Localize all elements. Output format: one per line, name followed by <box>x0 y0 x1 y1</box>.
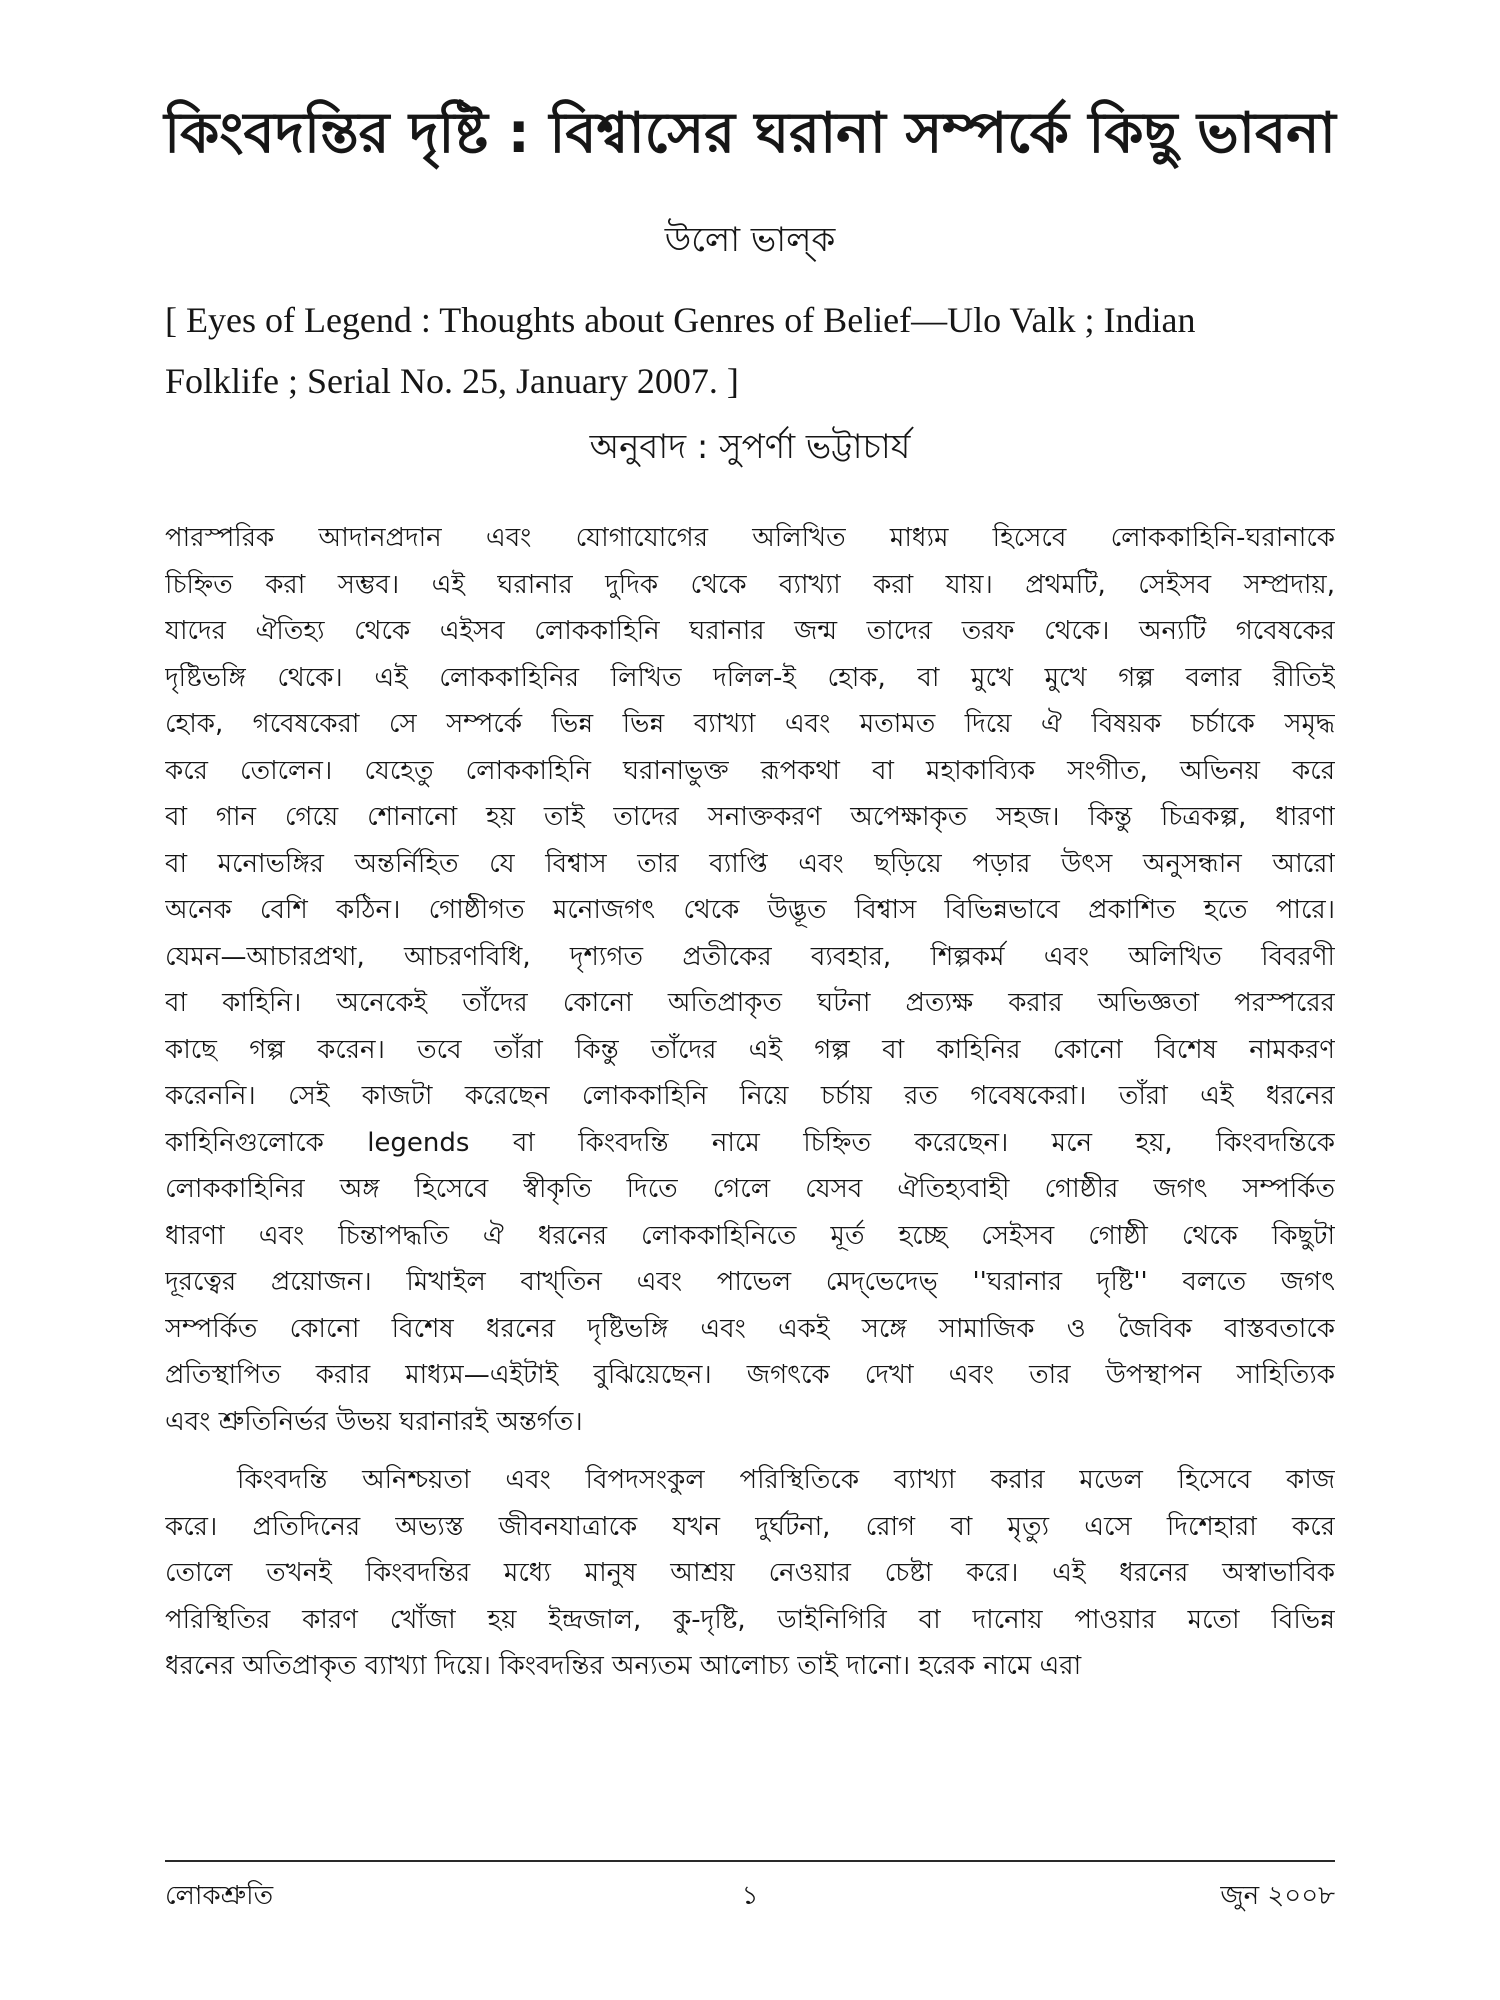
text-line: দৃষ্টিভঙ্গি থেকে। এই লোককাহিনির লিখিত দলিল-ই হোক, বা মুখে মুখে গল্প বলার রীতিই <box>165 662 1335 693</box>
citation-line: [ Eyes of Legend : Thoughts about Genres of Belief—Ulo Valk ; Indian <box>165 300 1196 340</box>
text-line: সম্পর্কিত কোনো বিশেষ ধরনের দৃষ্টিভঙ্গি এবং একই সঙ্গে সামাজিক ও জৈবিক বাস্তবতাকে <box>165 1313 1335 1344</box>
english-citation <box>165 290 1335 412</box>
text-line: তোলে তখনই কিংবদন্তির মধ্যে মানুষ আশ্রয় নেওয়ার চেষ্টা করে। এই ধরনের অস্বাভাবিক <box>165 1558 1335 1588</box>
text-line: কাছে গল্প করেন। তবে তাঁরা কিন্তু তাঁদের এই গল্প বা কাহিনির কোনো বিশেষ নামকরণ <box>165 1034 1335 1065</box>
footer-journal-name: লোকশ্রুতি <box>165 1881 274 1911</box>
text-line: বা মনোভঙ্গির অন্তর্নিহিত যে বিশ্বাস তার ব্যাপ্তি এবং ছড়িয়ে পড়ার উৎস অনুসন্ধান আরো <box>165 848 1335 879</box>
text-line: যাদের ঐতিহ্য থেকে এইসব লোককাহিনি ঘরানার জন্ম তাদের তরফ থেকে। অন্যটি গবেষকের <box>165 616 1335 646</box>
translator-credit: অনুবাদ : সুপর্ণা ভট্টাচার্য <box>589 427 911 467</box>
text-line: এবং শ্রুতিনির্ভর উভয় ঘরানারই অন্তর্গত। <box>165 1406 583 1437</box>
article-body <box>165 515 1335 1690</box>
footer-date: জুন ২০০৮ <box>1220 1881 1335 1911</box>
text-line: ধরনের অতিপ্রাকৃত ব্যাখ্যা দিয়ে। কিংবদন্তির অন্যতম আলোচ্য তাই দানো। হরেক নামে এরা <box>165 1651 1082 1681</box>
text-line: পারস্পরিক আদানপ্রদান এবং যোগাযোগের অলিখিত মাধ্যম হিসেবে লোককাহিনি-ঘরানাকে <box>165 523 1335 553</box>
text-line: করেননি। সেই কাজটা করেছেন লোককাহিনি নিয়ে চর্চায় রত গবেষকেরা। তাঁরা এই ধরনের <box>165 1081 1335 1111</box>
text-line: লোককাহিনির অঙ্গ হিসেবে স্বীকৃতি দিতে গেলে যেসব ঐতিহ্যবাহী গোষ্ঠীর জগৎ সম্পর্কিত <box>165 1174 1335 1204</box>
text-line: কিংবদন্তি অনিশ্চয়তা এবং বিপদসংকুল পরিস্থিতিকে ব্যাখ্যা করার মডেল হিসেবে কাজ <box>237 1465 1335 1495</box>
footer-page-number: ১ <box>741 1881 759 1911</box>
footer-divider <box>165 1860 1335 1862</box>
text-line: করে। প্রতিদিনের অভ্যস্ত জীবনযাত্রাকে যখন দুর্ঘটনা, রোগ বা মৃত্যু এসে দিশেহারা করে <box>165 1511 1335 1542</box>
text-line: পরিস্থিতির কারণ খোঁজা হয় ইন্দ্রজাল, কু-দৃষ্টি, ডাইনিগিরি বা দানোয় পাওয়ার মতো বিভিন্ন <box>165 1604 1335 1635</box>
paragraph-2 <box>165 1457 1335 1690</box>
text-line: চিহ্নিত করা সম্ভব। এই ঘরানার দুদিক থেকে ব্যাখ্যা করা যায়। প্রথমটি, সেইসব সম্প্রদায়, <box>165 569 1335 600</box>
paragraph-1 <box>165 515 1335 1445</box>
text-line: করে তোলেন। যেহেতু লোককাহিনি ঘরানাভুক্ত রূপকথা বা মহাকাব্যিক সংগীত, অভিনয় করে <box>165 755 1335 786</box>
page-footer <box>165 1876 1335 1916</box>
text-line: প্রতিস্থাপিত করার মাধ্যম—এইটাই বুঝিয়েছেন। জগৎকে দেখা এবং তার উপস্থাপন সাহিত্যিক <box>165 1360 1335 1390</box>
article-title: কিংবদন্তির দৃষ্টি : বিশ্বাসের ঘরানা সম্পর্কে কিছু ভাবনা <box>164 101 1336 166</box>
text-line: হোক, গবেষকেরা সে সম্পর্কে ভিন্ন ভিন্ন ব্যাখ্যা এবং মতামত দিয়ে ঐ বিষয়ক চর্চাকে সমৃদ্ধ <box>165 709 1335 739</box>
article-author: উলো ভাল্‌ক <box>664 220 836 260</box>
text-line: বা গান গেয়ে শোনানো হয় তাই তাদের সনাক্তকরণ অপেক্ষাকৃত সহজ। কিন্তু চিত্রকল্প, ধারণা <box>165 802 1335 832</box>
text-line: বা কাহিনি। অনেকেই তাঁদের কোনো অতিপ্রাকৃত ঘটনা প্রত্যক্ষ করার অভিজ্ঞতা পরস্পরের <box>165 988 1335 1018</box>
text-line: ধারণা এবং চিন্তাপদ্ধতি ঐ ধরনের লোককাহিনিতে মূর্ত হচ্ছে সেইসব গোষ্ঠী থেকে কিছুটা <box>165 1220 1335 1251</box>
text-line: অনেক বেশি কঠিন। গোষ্ঠীগত মনোজগৎ থেকে উদ্ভূত বিশ্বাস বিভিন্নভাবে প্রকাশিত হতে পারে। <box>165 895 1335 925</box>
citation-line: Folklife ; Serial No. 25, January 2007. ] <box>165 361 739 401</box>
text-line: দূরত্বের প্রয়োজন। মিখাইল বাখ্‌তিন এবং পাভেল মেদ্‌ভেদেভ্‌ ''ঘরানার দৃষ্টি'' বলতে জগৎ <box>165 1267 1335 1297</box>
text-line: যেমন—আচারপ্রথা, আচরণবিধি, দৃশ্যগত প্রতীকের ব্যবহার, শিল্পকর্ম এবং অলিখিত বিবরণী <box>165 941 1335 972</box>
text-line: কাহিনিগুলোকে legends বা কিংবদন্তি নামে চিহ্নিত করেছেন। মনে হয়, কিংবদন্তিকে <box>165 1127 1335 1158</box>
